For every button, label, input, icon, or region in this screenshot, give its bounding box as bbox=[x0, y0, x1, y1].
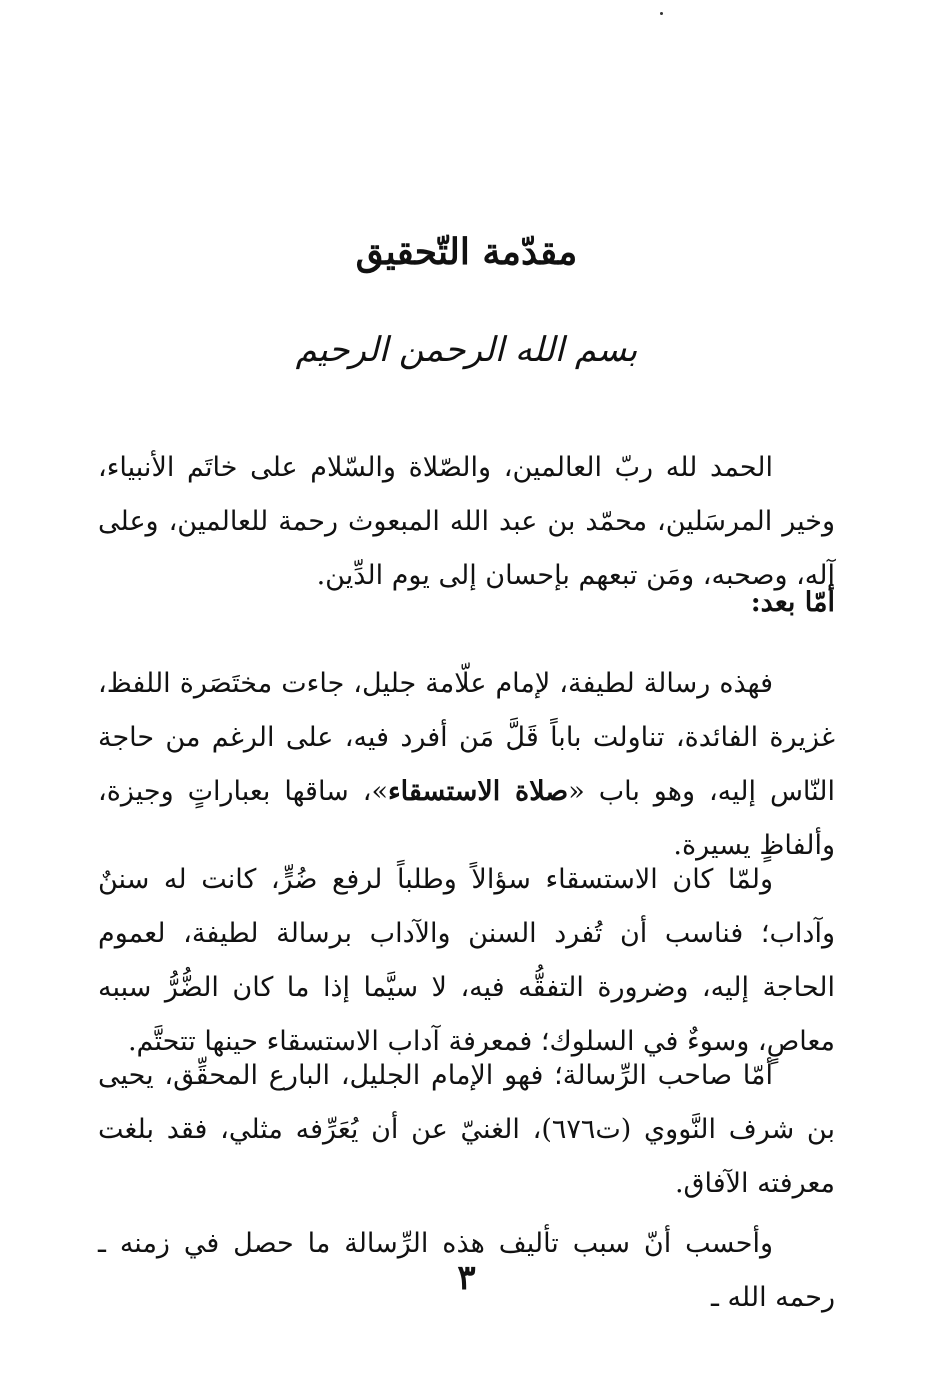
paragraph-opening: الحمد لله ربّ العالمين، والصّلاة والسّلام على خاتَم الأنبياء، وخير المرسَلين، محمّد بن عبد الله المبعوث رحمة للعالمين، وعلى آله، وصحبه، ومَن تبعهم بإحسان إلى يوم الدِّين. bbox=[98, 452, 835, 591]
amma-baad-heading: أمّا بعد: bbox=[750, 587, 835, 618]
paragraph-treatise-description bbox=[98, 657, 835, 873]
paragraph-reason: وأحسب أنّ سبب تأليف هذه الرِّسالة ما حصل في زمنه ـ رحمه الله ـ bbox=[98, 1228, 835, 1313]
printer-mark bbox=[660, 12, 663, 15]
paragraph-text: فهذه رسالة لطيفة، لإمام علّامة جليل، جاءت مختَصَرة اللفظ، غزيرة الفائدة، تناولت باباً قَلَّ مَن أفرد فيه، على الرغم من حاجة النّاس إليه، وهو باب « bbox=[98, 668, 836, 807]
page-title: مقدّمة التّحقيق bbox=[355, 231, 578, 273]
page-number: ٣ bbox=[457, 1258, 476, 1298]
paragraph-istisqa: ولمّا كان الاستسقاء سؤالاً وطلباً لرفع ضُرٍّ، كانت له سننٌ وآداب؛ فناسب أن تُفرد السنن والآداب برسالة لطيفة، لعموم الحاجة إليه، وضرورة التفقُّه فيه، لا سيَّما إذا ما كان الضُّرُّ سببه معاصٍ، وسوءٌ في السلوك؛ فمعرفة آداب الاستسقاء حينها تتحتَّم. bbox=[98, 864, 835, 1057]
basmala-calligraphy: بسم الله الرحمن الرحيم bbox=[295, 330, 638, 370]
paragraph-text: »، ساقها بعباراتٍ وجيزة، وألفاظٍ يسيرة. bbox=[98, 776, 835, 861]
paragraph-author: أمّا صاحب الرِّسالة؛ فهو الإمام الجليل، البارع المحقِّق، يحيى بن شرف النَّووي (ت٦٧٦)، الغنيّ عن أن يُعَرِّفه مثلي، فقد بلغت معرفته الآفاق. bbox=[98, 1060, 835, 1199]
treatise-chapter-name: صلاة الاستسقاء bbox=[387, 776, 569, 807]
